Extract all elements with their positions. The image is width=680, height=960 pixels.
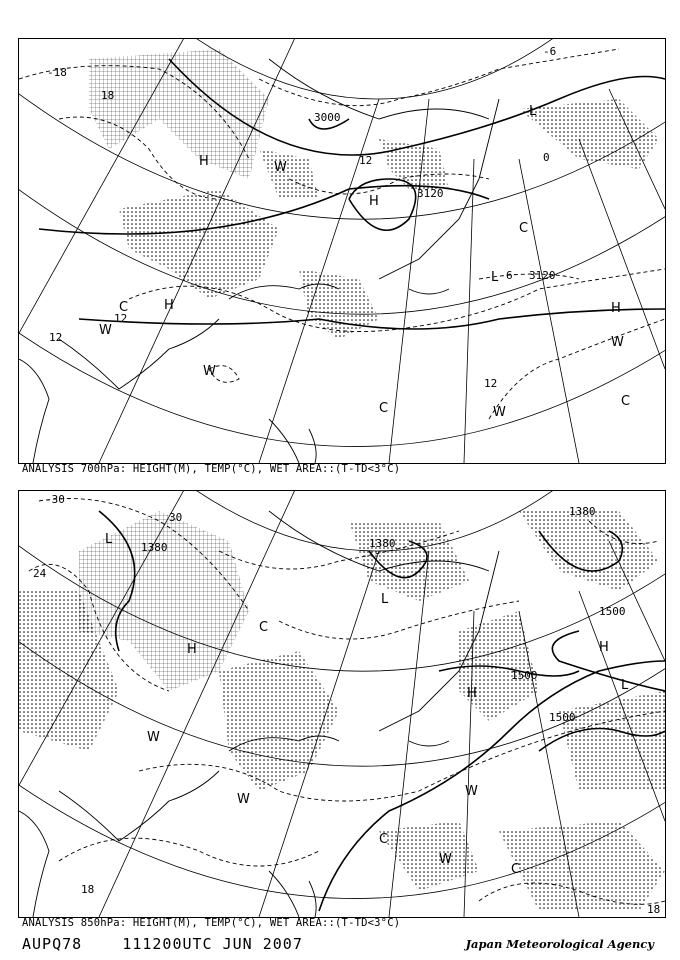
high-center: H <box>187 642 197 657</box>
contour-label: 3000 <box>314 111 341 124</box>
cold-center: C <box>379 401 389 416</box>
isotherm-label: -6 <box>543 45 557 58</box>
contour-label: 1500 <box>511 669 538 682</box>
panel-caption-850hpa: ANALYSIS 850hPa: HEIGHT(M), TEMP(°C), WET AREA::(T-TD<3°C) <box>22 917 401 929</box>
warm-center: W <box>274 160 287 175</box>
low-center: L <box>491 270 499 285</box>
isotherm-label: 18 <box>81 883 95 896</box>
low-center: L <box>621 678 629 693</box>
isotherm-label: 6 <box>506 269 513 282</box>
isotherm-label: -30 <box>45 493 65 506</box>
warm-center: W <box>465 784 478 799</box>
high-center: H <box>164 298 174 313</box>
high-center: H <box>369 194 379 209</box>
isotherm-label: 12 <box>114 312 128 325</box>
contour-label: 1380 <box>569 505 596 518</box>
panel-caption-700hpa: ANALYSIS 700hPa: HEIGHT(M), TEMP(°C), WET AREA::(T-TD<3°C) <box>22 463 401 475</box>
isotherm-label: 30 <box>169 511 183 524</box>
contour-label: 3120 <box>529 269 556 282</box>
warm-center: W <box>203 364 216 379</box>
agency-credit: Japan Meteorological Agency <box>465 937 654 951</box>
isotherm-label: 12 <box>359 154 373 167</box>
high-center: H <box>199 154 209 169</box>
chart-code: AUPQ78 <box>22 935 83 953</box>
chart-datetime: 111200UTC JUN 2007 <box>122 935 303 953</box>
isotherm-label: 18 <box>647 903 661 916</box>
contour-label: 1380 <box>369 537 396 550</box>
cold-center: C <box>119 300 129 315</box>
contour-label: 1380 <box>141 541 168 554</box>
high-center: H <box>611 301 621 316</box>
cold-center: C <box>511 862 521 877</box>
warm-center: W <box>99 323 112 338</box>
warm-center: W <box>493 405 506 420</box>
isotherm-label: 12 <box>49 331 63 344</box>
cold-center: C <box>259 620 269 635</box>
cold-center: C <box>519 221 529 236</box>
low-center: L <box>381 592 389 607</box>
chart-identifier <box>22 935 303 953</box>
isotherm-label: 0 <box>543 151 550 164</box>
contour-label: 1500 <box>599 605 626 618</box>
high-center: H <box>599 640 609 655</box>
warm-center: W <box>147 730 160 745</box>
weather-map-850hpa <box>19 491 665 917</box>
isotherm-label: 12 <box>484 377 498 390</box>
isotherm-label: 18 <box>101 89 115 102</box>
contour-label: 3120 <box>417 187 444 200</box>
low-center: L <box>529 104 537 119</box>
contour-label: 1500 <box>549 711 576 724</box>
isotherm-label: 24 <box>33 567 47 580</box>
cold-center: C <box>379 832 389 847</box>
warm-center: W <box>439 852 452 867</box>
warm-center: W <box>237 792 250 807</box>
map-panel-700hpa <box>18 38 666 464</box>
low-center: L <box>105 532 113 547</box>
map-panel-850hpa <box>18 490 666 918</box>
cold-center: C <box>621 394 631 409</box>
weather-map-700hpa <box>19 39 665 463</box>
warm-center: W <box>611 335 624 350</box>
isotherm-label: -18 <box>47 66 67 79</box>
high-center: H <box>467 686 477 701</box>
